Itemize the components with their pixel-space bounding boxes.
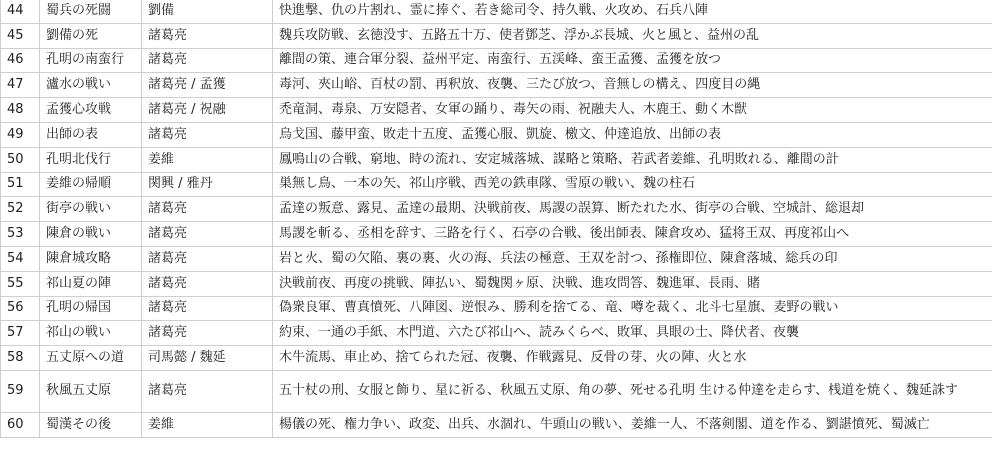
episode-number-cell: 57	[1, 321, 40, 346]
episode-number-cell: 50	[1, 147, 40, 172]
characters-cell: 諸葛亮	[142, 271, 273, 296]
table-row	[1, 172, 992, 197]
characters-cell: 劉備	[142, 0, 273, 23]
chapter-list-cell: 決戦前夜、再度の挑戦、陣払い、蜀魏関ヶ原、決戦、進攻問答、魏進軍、長雨、賭	[273, 271, 992, 296]
episode-number-cell: 51	[1, 172, 40, 197]
episode-title-cell: 孟獲心攻戦	[40, 98, 142, 123]
episode-title-cell: 蜀漢その後	[40, 412, 142, 437]
episode-table-body	[1, 0, 992, 437]
table-row	[1, 0, 992, 23]
episode-title-cell: 孔明北伐行	[40, 147, 142, 172]
episode-number-cell: 54	[1, 246, 40, 271]
episode-title-cell: 祁山の戦い	[40, 321, 142, 346]
characters-cell: 諸葛亮	[142, 246, 273, 271]
chapter-list-cell: 五十杖の刑、女服と飾り、星に祈る、秋風五丈原、角の夢、死せる孔明 生ける仲達を走らす、桟道を焼く、魏延誅す	[273, 370, 992, 412]
chapter-list-cell: 魏兵攻防戦、玄徳没す、五路五十万、使者鄧芝、浮かぶ長城、火と風と、益州の乱	[273, 23, 992, 48]
characters-cell: 諸葛亮	[142, 122, 273, 147]
characters-cell: 諸葛亮	[142, 370, 273, 412]
table-row	[1, 370, 992, 412]
episode-number-cell: 59	[1, 370, 40, 412]
table-row	[1, 197, 992, 222]
table-row	[1, 246, 992, 271]
episode-title-cell: 瀘水の戦い	[40, 73, 142, 98]
characters-cell: 姜維	[142, 412, 273, 437]
episode-number-cell: 53	[1, 222, 40, 247]
table-row	[1, 271, 992, 296]
table-row	[1, 73, 992, 98]
chapter-list-cell: 快進撃、仇の片割れ、霊に捧ぐ、若き総司令、持久戦、火攻め、石兵八陣	[273, 0, 992, 23]
chapter-list-cell: 鳳鳴山の合戦、窮地、時の流れ、安定城落城、謀略と策略、若武者姜維、孔明敗れる、離間の計	[273, 147, 992, 172]
episode-number-cell: 55	[1, 271, 40, 296]
chapter-list-cell: 楊儀の死、権力争い、政変、出兵、水涸れ、牛頭山の戦い、姜維一人、不落剣閣、道を作る、劉諶憤死、蜀滅亡	[273, 412, 992, 437]
table-row	[1, 296, 992, 321]
table-row	[1, 412, 992, 437]
characters-cell: 諸葛亮	[142, 197, 273, 222]
episode-number-cell: 58	[1, 346, 40, 371]
characters-cell: 姜維	[142, 147, 273, 172]
characters-cell: 諸葛亮	[142, 23, 273, 48]
episode-number-cell: 46	[1, 48, 40, 73]
episode-number-cell: 52	[1, 197, 40, 222]
table-row	[1, 222, 992, 247]
chapter-list-cell: 毒河、夾山峪、百杖の罰、再釈放、夜襲、三たび放つ、音無しの構え、四度目の縄	[273, 73, 992, 98]
episode-title-cell: 劉備の死	[40, 23, 142, 48]
chapter-list-cell: 岩と火、蜀の欠陥、裏の裏、火の海、兵法の極意、王双を討つ、孫権即位、陳倉落城、総兵の印	[273, 246, 992, 271]
chapter-list-cell: 烏戈国、藤甲蛮、敗走十五度、孟獲心服、凱旋、檄文、仲達追放、出師の表	[273, 122, 992, 147]
table-row	[1, 98, 992, 123]
episode-title-cell: 陳倉城攻略	[40, 246, 142, 271]
table-row	[1, 321, 992, 346]
episode-title-cell: 姜維の帰順	[40, 172, 142, 197]
episode-title-cell: 街亭の戦い	[40, 197, 142, 222]
chapter-list-cell: 約束、一通の手紙、木門道、六たび祁山へ、読みくらべ、敗軍、具眼の士、降伏者、夜襲	[273, 321, 992, 346]
table-row	[1, 122, 992, 147]
chapter-list-cell: 孟達の叛意、露見、孟達の最期、決戦前夜、馬謖の誤算、断たれた水、街亭の合戦、空城計、総退却	[273, 197, 992, 222]
characters-cell: 諸葛亮 / 祝融	[142, 98, 273, 123]
episode-title-cell: 蜀兵の死闘	[40, 0, 142, 23]
chapter-list-cell: 偽衆良軍、曹真憤死、八陣図、逆恨み、勝利を捨てる、竜、噂を裁く、北斗七星旗、麦野の戦い	[273, 296, 992, 321]
episode-number-cell: 49	[1, 122, 40, 147]
episode-number-cell: 45	[1, 23, 40, 48]
table-row	[1, 147, 992, 172]
episode-number-cell: 56	[1, 296, 40, 321]
chapter-list-cell: 馬謖を斬る、丞相を辞す、三路を行く、石亭の合戦、後出師表、陳倉攻め、猛将王双、再度祁山へ	[273, 222, 992, 247]
episode-number-cell: 47	[1, 73, 40, 98]
episode-title-cell: 五丈原への道	[40, 346, 142, 371]
episode-title-cell: 出師の表	[40, 122, 142, 147]
chapter-list-cell: 巣無し鳥、一本の矢、祁山序戦、西羌の鉄車隊、雪原の戦い、魏の柱石	[273, 172, 992, 197]
episode-title-cell: 祁山夏の陣	[40, 271, 142, 296]
episode-title-cell: 孔明の南蛮行	[40, 48, 142, 73]
chapter-list-cell: 木牛流馬、車止め、捨てられた冠、夜襲、作戦露見、反骨の芽、火の陣、火と水	[273, 346, 992, 371]
episode-title-cell: 陳倉の戦い	[40, 222, 142, 247]
episode-number-cell: 44	[1, 0, 40, 23]
characters-cell: 諸葛亮	[142, 222, 273, 247]
chapter-list-cell: 禿竜洞、毒泉、万安隠者、女軍の踊り、毒矢の雨、祝融夫人、木鹿王、動く木獣	[273, 98, 992, 123]
characters-cell: 諸葛亮	[142, 321, 273, 346]
episode-title-cell: 孔明の帰国	[40, 296, 142, 321]
characters-cell: 司馬懿 / 魏延	[142, 346, 273, 371]
table-row	[1, 346, 992, 371]
table-row	[1, 48, 992, 73]
table-row	[1, 23, 992, 48]
characters-cell: 関興 / 雅丹	[142, 172, 273, 197]
episode-number-cell: 60	[1, 412, 40, 437]
characters-cell: 諸葛亮 / 孟獲	[142, 73, 273, 98]
episode-number-cell: 48	[1, 98, 40, 123]
characters-cell: 諸葛亮	[142, 296, 273, 321]
characters-cell: 諸葛亮	[142, 48, 273, 73]
episode-title-cell: 秋風五丈原	[40, 370, 142, 412]
chapter-list-cell: 離間の策、連合軍分裂、益州平定、南蛮行、五渓峰、蛮王孟獲、孟獲を放つ	[273, 48, 992, 73]
